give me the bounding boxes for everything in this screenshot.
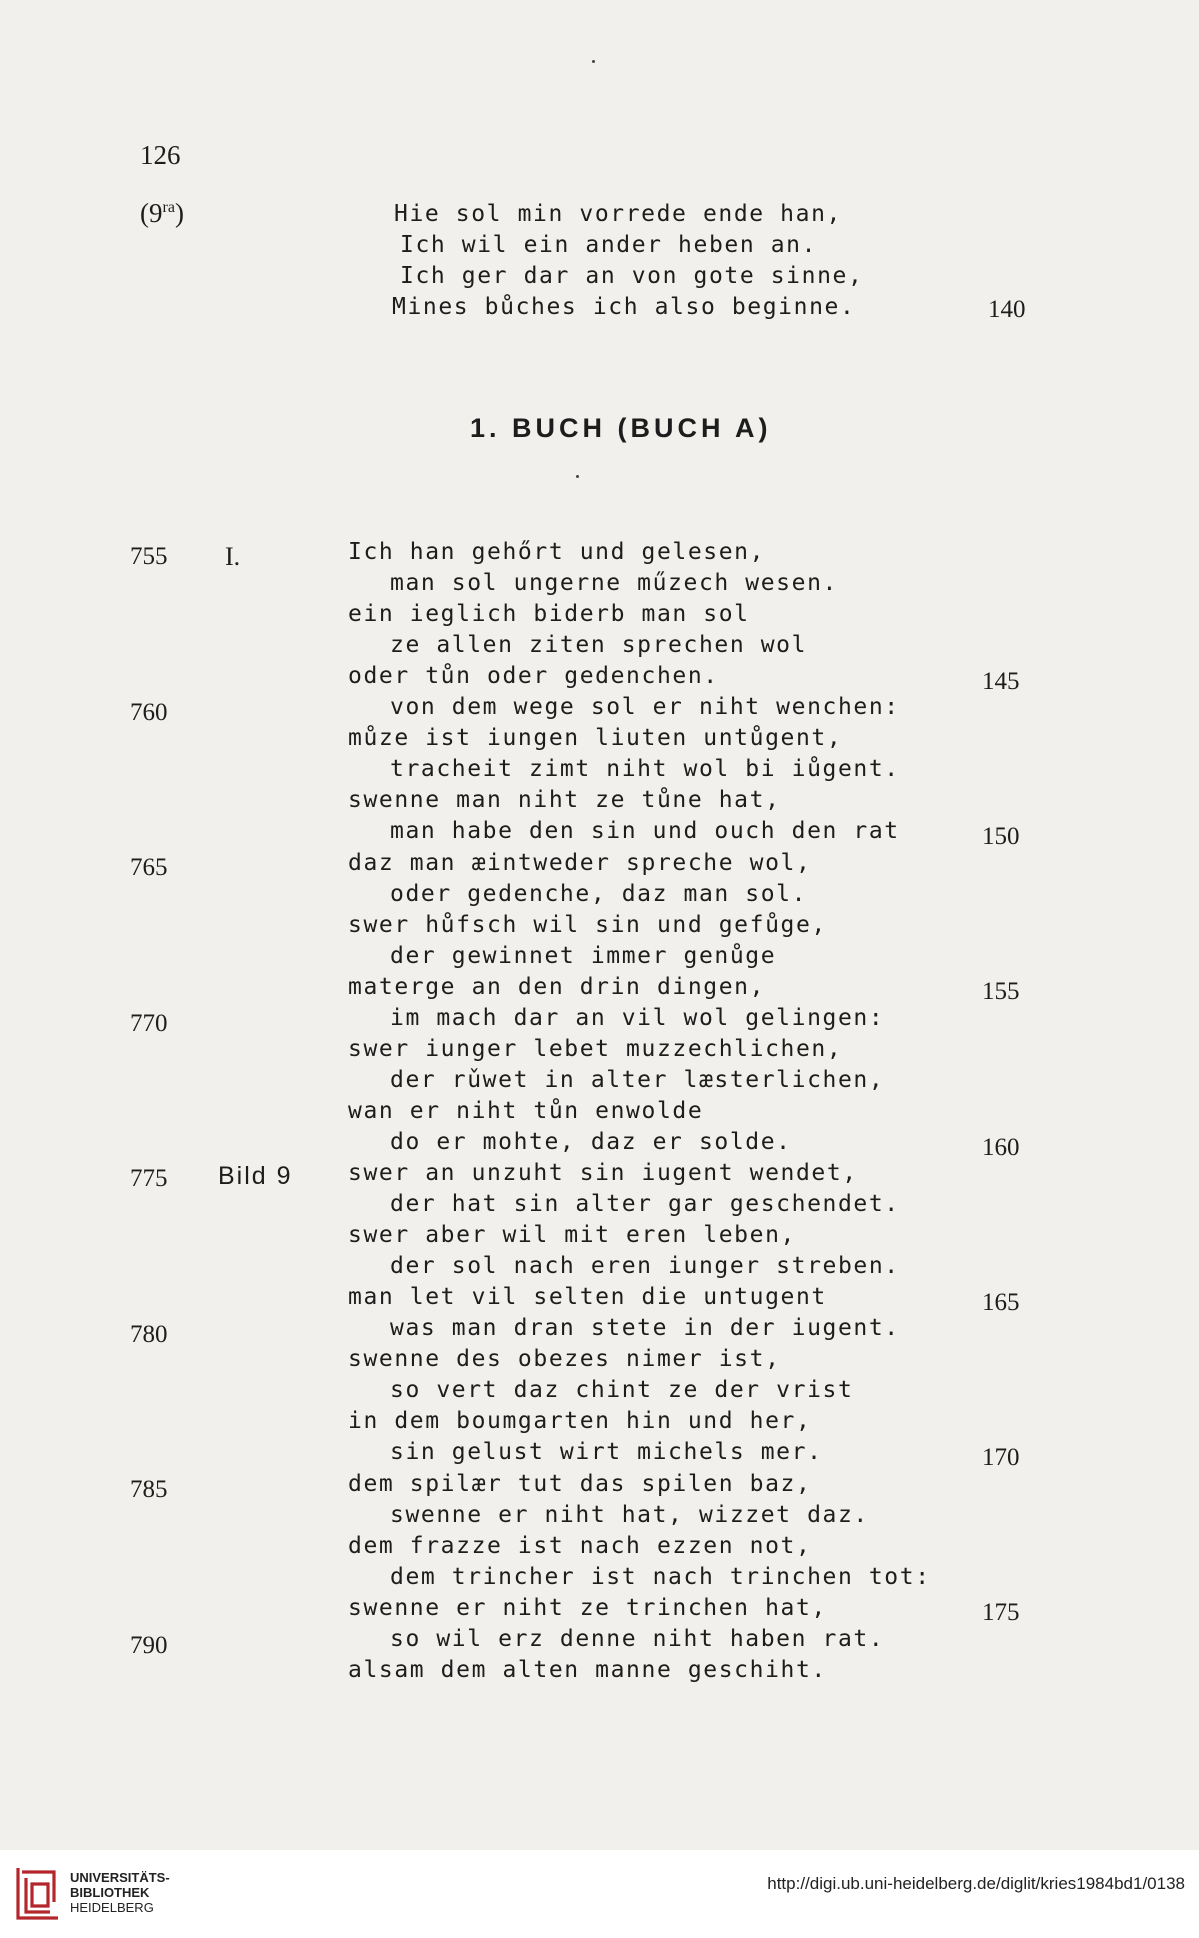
verse-line: ein ieglich biderb man sol xyxy=(348,601,750,627)
verse-line: wan er niht tůn enwolde xyxy=(348,1098,704,1124)
folio-base: (9 xyxy=(140,198,163,228)
page-number: 126 xyxy=(140,140,181,170)
verse-line: Ich han gehőrt und gelesen, xyxy=(348,539,766,565)
library-logo-icon xyxy=(14,1862,62,1924)
verse-line: oder tůn oder gedenchen. xyxy=(348,663,719,689)
verse-line: dem spilær tut das spilen baz, xyxy=(348,1471,812,1497)
institution-line-1: UNIVERSITÄTS- xyxy=(70,1870,170,1885)
verse-line: swenne er niht ze trinchen hat, xyxy=(348,1595,827,1621)
verse-line: daz man æintweder spreche wol, xyxy=(348,850,812,876)
verse-line-number: 165 xyxy=(982,1289,1020,1316)
verse-line: materge an den drin dingen, xyxy=(348,974,766,1000)
manuscript-line-number: 755 xyxy=(130,543,168,570)
verse-line: der hat sin alter gar geschendet. xyxy=(390,1191,900,1217)
section-marker: I. xyxy=(225,542,241,571)
verse-line: alsam dem alten manne geschiht. xyxy=(348,1657,827,1683)
verse-line: der rǔwet in alter læsterlichen, xyxy=(390,1067,885,1093)
ornament-dot xyxy=(592,60,595,63)
verse-line: der sol nach eren iunger streben. xyxy=(390,1253,900,1279)
verse-line-number: 150 xyxy=(982,823,1020,850)
verse-line: dem trincher ist nach trinchen tot: xyxy=(390,1564,931,1590)
folio-reference xyxy=(140,198,184,229)
manuscript-line-number: 790 xyxy=(130,1632,168,1659)
verse-line: in dem boumgarten hin und her, xyxy=(348,1408,812,1434)
manuscript-line-number: 765 xyxy=(130,854,168,881)
prelude-line: Mines bůches ich also beginne. xyxy=(392,294,856,320)
manuscript-line-number: 770 xyxy=(130,1010,168,1037)
institution-line-3: HEIDELBERG xyxy=(70,1900,154,1915)
verse-line: ze allen ziten sprechen wol xyxy=(390,632,808,658)
verse-line: der gewinnet immer genůge xyxy=(390,943,777,969)
verse-line-number: 160 xyxy=(982,1134,1020,1161)
verse-line: do er mohte, daz er solde. xyxy=(390,1129,792,1155)
verse-line: von dem wege sol er niht wenchen: xyxy=(390,694,900,720)
manuscript-line-number: 780 xyxy=(130,1321,168,1348)
prelude-line-number: 140 xyxy=(988,296,1026,323)
verse-line: swenne man niht ze tůne hat, xyxy=(348,787,781,813)
verse-line: sin gelust wirt michels mer. xyxy=(390,1439,823,1465)
folio-close: ) xyxy=(174,198,184,228)
verse-line: swer aber wil mit eren leben, xyxy=(348,1222,796,1248)
verse-line: im mach dar an vil wol gelingen: xyxy=(390,1005,885,1031)
verse-line: swer hůfsch wil sin und gefůge, xyxy=(348,912,827,938)
verse-line-number: 155 xyxy=(982,978,1020,1005)
verse-line: dem frazze ist nach ezzen not, xyxy=(348,1533,812,1559)
verse-line: swenne er niht hat, wizzet daz. xyxy=(390,1502,869,1528)
source-url-link[interactable]: http://digi.ub.uni-heidelberg.de/diglit/kries1984bd1/0138 xyxy=(767,1874,1185,1893)
institution-name xyxy=(70,1870,170,1915)
verse-line: man sol ungerne műzech wesen. xyxy=(390,570,838,596)
manuscript-line-number: 775 xyxy=(130,1165,168,1192)
verse-line-number: 175 xyxy=(982,1599,1020,1626)
verse-line: můze ist iungen liuten untůgent, xyxy=(348,725,843,751)
manuscript-line-number: 760 xyxy=(130,699,168,726)
section-heading: 1. BUCH (BUCH A) xyxy=(470,413,772,443)
image-reference: Bild 9 xyxy=(218,1162,293,1190)
folio-sup: ra xyxy=(162,199,175,216)
verse-line: tracheit zimt niht wol bi iůgent. xyxy=(390,756,900,782)
verse-line: so vert daz chint ze der vrist xyxy=(390,1377,854,1403)
verse-line: man let vil selten die untugent xyxy=(348,1284,827,1310)
verse-line: man habe den sin und ouch den rat xyxy=(390,818,900,844)
verse-line-number: 145 xyxy=(982,668,1020,695)
verse-line-number: 170 xyxy=(982,1444,1020,1471)
prelude-line: Ich ger dar an von gote sinne, xyxy=(400,263,864,289)
verse-line: swer iunger lebet muzzechlichen, xyxy=(348,1036,843,1062)
ornament-dot xyxy=(576,475,579,478)
prelude-line: Ich wil ein ander heben an. xyxy=(400,232,818,258)
institution-line-2: BIBLIOTHEK xyxy=(70,1885,150,1900)
verse-line: swer an unzuht sin iugent wendet, xyxy=(348,1160,858,1186)
verse-line: swenne des obezes nimer ist, xyxy=(348,1346,781,1372)
verse-line: was man dran stete in der iugent. xyxy=(390,1315,900,1341)
footer-bar xyxy=(0,1850,1199,1938)
verse-line: so wil erz denne niht haben rat. xyxy=(390,1626,885,1652)
manuscript-line-number: 785 xyxy=(130,1476,168,1503)
prelude-line: Hie sol min vorrede ende han, xyxy=(394,201,842,227)
verse-line: oder gedenche, daz man sol. xyxy=(390,881,808,907)
